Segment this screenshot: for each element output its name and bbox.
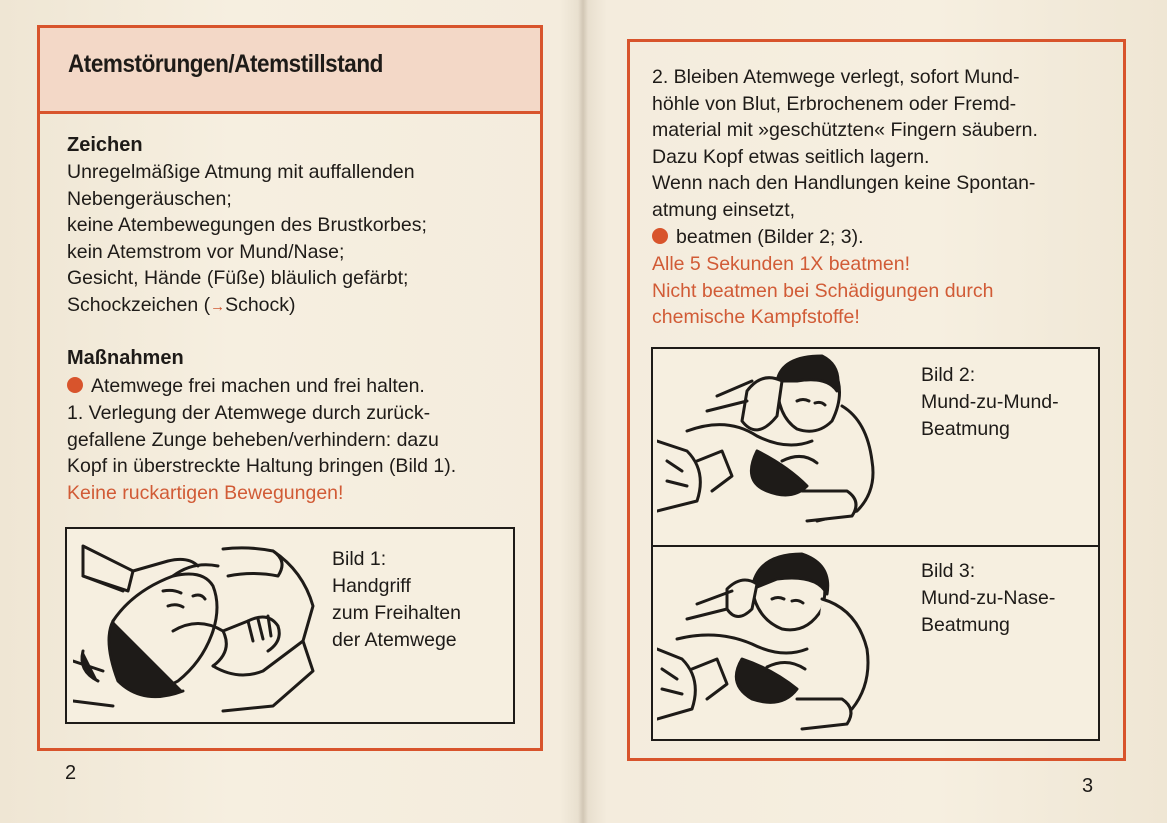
figure-2-caption: Bild 2: Mund-zu-Mund- Beatmung [921,364,1059,440]
signs-heading: Zeichen [67,134,143,156]
signs-text: Unregelmäßige Atmung mit auffallenden Nebengeräuschen; keine Atembewegungen des Brustkorbes; kein Atemstrom vor Mund/Nase; Gesicht, Hände (Füße) bläulich gefärbt; [67,161,427,289]
figure-1-box [65,527,515,724]
measure-bullet-line [67,373,425,400]
signs-shock-line [67,292,296,321]
right-bullet-line [652,224,864,251]
figures-2-3-box [651,347,1100,741]
measures-heading: Maßnahmen [67,347,184,369]
shock-suffix: Schock) [225,294,296,316]
arrow-icon: → [210,298,226,315]
page-title: Atemstörungen/Atemstillstand [68,50,383,78]
measure-step-1: 1. Verlegung der Atemwege durch zurück- gefallene Zunge beheben/verhindern: dazu Kopf in überstreckte Haltung bringen (Bild 1). [67,402,457,477]
warning-text-left: Keine ruckartigen Bewegungen! [67,482,344,504]
bullet-dot-icon [652,228,668,244]
bullet-dot-icon [67,377,83,393]
mouth-to-mouth-illustration [657,351,897,541]
mouth-to-nose-illustration [657,549,897,739]
title-box [40,28,540,114]
page-number-left: 2 [65,762,77,784]
step-2-text: 2. Bleiben Atemwege verlegt, sofort Mund- höhle von Blut, Erbrochenem oder Fremd- material mit »geschützten« Fingern säubern. Dazu Kopf etwas seitlich lagern. Wenn nach den Handlungen keine Spontan- atmung einsetzt, [652,66,1038,221]
head-tilt-illustration [73,531,323,721]
page-number-right: 3 [1082,775,1094,797]
book-gutter [578,0,588,823]
figure-1-caption: Bild 1: Handgriff zum Freihalten der Atemwege [332,548,461,651]
measure-bullet-text: Atemwege frei machen und frei halten. [91,375,425,397]
warning-text-right: Alle 5 Sekunden 1X beatmen! Nicht beatmen bei Schädigungen durch chemische Kampfstoffe! [652,253,994,328]
figure-3-caption: Bild 3: Mund-zu-Nase- Beatmung [921,560,1056,636]
right-bullet-text: beatmen (Bilder 2; 3). [676,226,864,248]
figure-divider [653,545,1098,547]
shock-prefix: Schockzeichen ( [67,294,211,316]
